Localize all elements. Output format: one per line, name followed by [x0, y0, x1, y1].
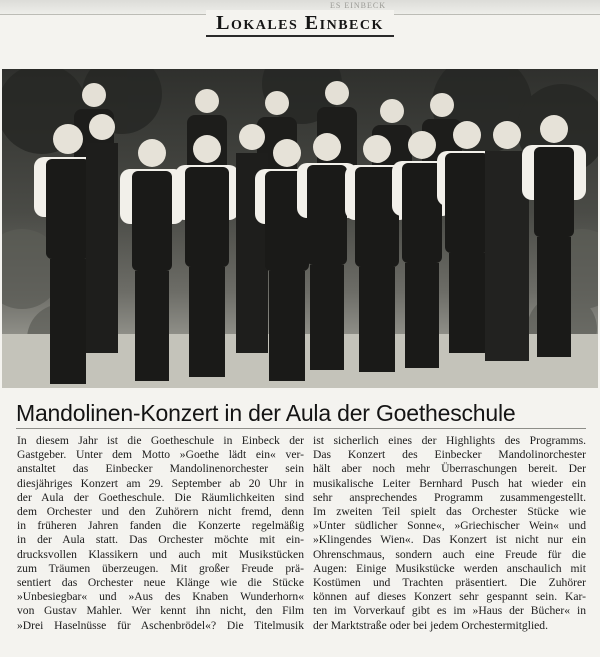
text-line: sentiert das Orchester neue Klänge wie die Stücke — [17, 576, 304, 590]
section-header — [0, 0, 600, 40]
section-title: Lokales Einbeck — [216, 11, 384, 34]
text-line: drucksvollen Klassikern und auch mit Musikstücken — [17, 547, 304, 561]
text-line: dem Orchester und den Zuhörern nicht fremd, denn — [17, 505, 304, 519]
text-line: ist sicherlich eines der Highlights des Programms. — [313, 434, 586, 447]
top-strip-fragment: ES EINBECK — [330, 1, 386, 10]
text-line: der Marktstraße oder bei jedem Orchestermitglied. — [313, 618, 549, 632]
headline-divider — [16, 428, 586, 429]
group-photo-illustration — [2, 69, 598, 388]
text-line: Das Konzert des Einbecker Mandolinorchester — [313, 448, 586, 462]
text-line: Im zweiten Teil spielt das Orchester Stücke wie — [313, 505, 586, 519]
section-title-box — [206, 10, 394, 37]
text-line: Augen: Einige Musikstücke werden anschaulich mit — [313, 561, 586, 575]
text-line: anstaltet das Einbecker Mandolinenorchester sein — [17, 462, 304, 476]
text-line: diesjähriges Konzert am 29. September ab 20 Uhr in — [17, 476, 304, 490]
group-photo — [2, 69, 598, 388]
text-line: »Unbesiegbar« und »Aus des Knaben Wunderhorn« — [17, 590, 304, 604]
text-line: der Aula der Goetheschule. Die Räumlichkeiten sind — [17, 490, 304, 504]
text-line: »Klingendes Wien«. Das Konzert ist nicht nur ein — [313, 533, 586, 547]
text-line: Ohrenschmaus, sondern auch eine Freude für die — [313, 547, 586, 561]
text-line: hält aber noch mehr Überraschungen bereit. Der — [313, 462, 586, 476]
text-line: ten im Vorverkauf gibt es im »Haus der Bücher« in — [313, 604, 586, 618]
text-line: Kostümen und Trachten präsentiert. Die Zuhörer — [313, 576, 586, 590]
article-column-left — [17, 434, 304, 633]
text-line: musikalische Leiter Bernhard Pusch hat wieder ein — [313, 476, 586, 490]
text-line: sehr ansprechendes Programm zusammengestellt. — [313, 490, 586, 504]
text-line: »Unter südlicher Sonne«, »Griechischer Wein« und — [313, 519, 586, 533]
text-line: In diesem Jahr ist die Goetheschule in Einbeck der — [17, 434, 304, 447]
text-line: zum Träumen überzeugen. Mit großer Freude prä- — [17, 561, 304, 575]
text-line: in früheren Jahren fanden die Konzerte regelmäßig — [17, 519, 304, 533]
article-column-right — [313, 434, 586, 633]
text-line: »Drei Haselnüsse für Aschenbrödel«? Die Titelmusik — [17, 618, 304, 632]
article-headline: Mandolinen-Konzert in der Aula der Goetheschule — [16, 400, 516, 426]
text-line: von Gustav Mahler. Wer kennt ihn nicht, den Film — [17, 604, 304, 618]
text-line: in der Aula statt. Das Orchester möchte mit ein- — [17, 533, 304, 547]
text-line: können auf dieses Konzert sehr gespannt sein. Kar- — [313, 590, 586, 604]
text-line: Gastgeber. Unter dem Motto »Goethe lädt ein« ver- — [17, 448, 304, 462]
